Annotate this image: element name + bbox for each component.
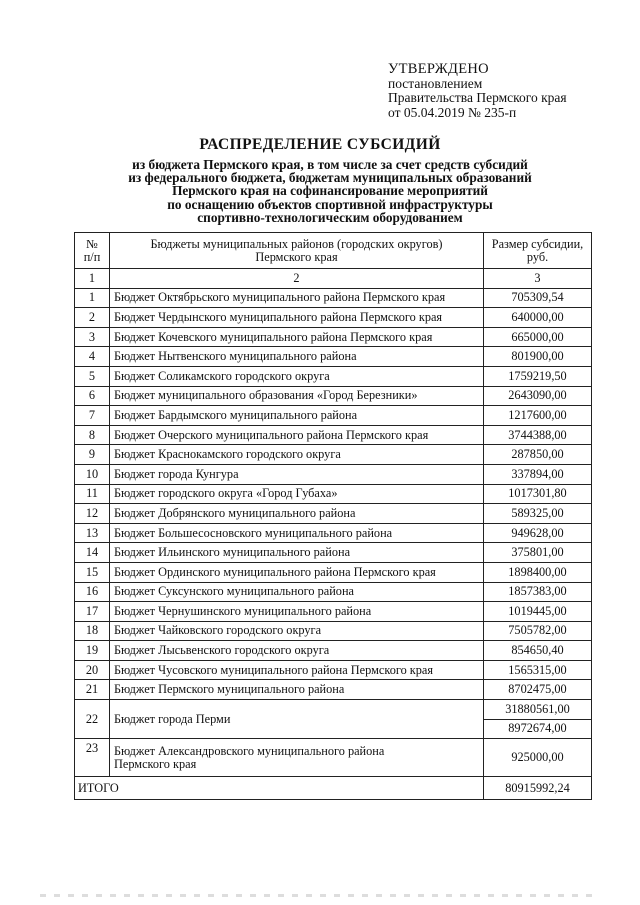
- row-number: 11: [75, 484, 110, 504]
- total-amount: 80915992,24: [484, 777, 592, 800]
- row-budget-name: Бюджет Чердынского муниципального района Пермского края: [110, 308, 484, 328]
- header-text: №: [86, 236, 98, 251]
- row-number: 20: [75, 660, 110, 680]
- row-amount: 1857383,00: [484, 582, 592, 602]
- row-number: 2: [75, 308, 110, 328]
- table-row: [75, 562, 592, 582]
- total-row: [75, 777, 592, 800]
- row-number: 7: [75, 406, 110, 426]
- document-title: РАСПРЕДЕЛЕНИЕ СУБСИДИЙ: [199, 136, 441, 153]
- row-number: 21: [75, 680, 110, 700]
- header-text: п/п: [83, 249, 101, 264]
- subtitle-line: спортивно-технологическим оборудованием: [197, 209, 463, 225]
- table-row: [75, 464, 592, 484]
- header-text: руб.: [526, 249, 549, 264]
- approval-line: постановлением: [388, 75, 483, 91]
- row-number: 16: [75, 582, 110, 602]
- row-amount: 1217600,00: [484, 406, 592, 426]
- row-number: 18: [75, 621, 110, 641]
- row-amount: 337894,00: [484, 464, 592, 484]
- row-number: 12: [75, 504, 110, 524]
- row-budget-name: Бюджет Нытвенского муниципального района: [110, 347, 484, 367]
- row-amount: 7505782,00: [484, 621, 592, 641]
- budget-name-line: Пермского края: [114, 756, 197, 771]
- row-budget-name: Бюджет города Кунгура: [110, 464, 484, 484]
- table-row: [75, 523, 592, 543]
- subtitle-line: по оснащению объектов спортивной инфраструктуры: [167, 196, 493, 212]
- row-amount: 1019445,00: [484, 602, 592, 622]
- row-budget-name: Бюджет Бардымского муниципального района: [110, 406, 484, 426]
- row-budget-name: Бюджет Большесосновского муниципального района: [110, 523, 484, 543]
- header-text: Размер субсидии,: [491, 236, 584, 251]
- table-row: [75, 425, 592, 445]
- row-number: 17: [75, 602, 110, 622]
- row-number: 22: [75, 700, 110, 739]
- subsidy-table: [74, 232, 592, 800]
- header-number: [75, 233, 110, 269]
- row-number: 3: [75, 327, 110, 347]
- row-amount: 2643090,00: [484, 386, 592, 406]
- scan-artifact: [40, 894, 600, 897]
- row-budget-name: Бюджет Чернушинского муниципального района: [110, 602, 484, 622]
- row-amount: 3744388,00: [484, 425, 592, 445]
- table-row: [75, 484, 592, 504]
- table-row: [75, 582, 592, 602]
- row-budget-name: [110, 739, 484, 777]
- budget-name-line: Бюджет Александровского муниципального района: [114, 743, 385, 758]
- table-row: [75, 504, 592, 524]
- row-number: 10: [75, 464, 110, 484]
- row-budget-name: Бюджет муниципального образования «Город Березники»: [110, 386, 484, 406]
- row-budget-name: Бюджет Чусовского муниципального района Пермского края: [110, 660, 484, 680]
- row-amount: 949628,00: [484, 523, 592, 543]
- table-row: [75, 347, 592, 367]
- subtitle-line: из бюджета Пермского края, в том числе за счет средств субсидий: [132, 157, 528, 172]
- table-row: [75, 288, 592, 308]
- column-number: 3: [484, 269, 592, 289]
- row-number: 14: [75, 543, 110, 563]
- row-number: 15: [75, 562, 110, 582]
- row-budget-name: Бюджет Добрянского муниципального района: [110, 504, 484, 524]
- table-row: [75, 543, 592, 563]
- subtitle-line: Пермского края на софинансирование мероприятий: [172, 183, 488, 199]
- table-row: [75, 739, 592, 777]
- table-row: [75, 327, 592, 347]
- row-amount: 1759219,50: [484, 366, 592, 386]
- document-subtitle: [60, 158, 600, 224]
- table-header-row: [75, 233, 592, 269]
- row-amount: 1898400,00: [484, 562, 592, 582]
- header-budget: [110, 233, 484, 269]
- row-amount: 589325,00: [484, 504, 592, 524]
- row-amount: 801900,00: [484, 347, 592, 367]
- header-amount: [484, 233, 592, 269]
- table-row: [75, 641, 592, 661]
- row-number: 6: [75, 386, 110, 406]
- row-amount: 665000,00: [484, 327, 592, 347]
- row-amount: 854650,40: [484, 641, 592, 661]
- table-row: [75, 660, 592, 680]
- row-number: 23: [75, 739, 110, 777]
- row-number: 5: [75, 366, 110, 386]
- row-amount: 1565315,00: [484, 660, 592, 680]
- row-amount: 287850,00: [484, 445, 592, 465]
- row-number: 13: [75, 523, 110, 543]
- subtitle-line: из федерального бюджета, бюджетам муниципальных образований: [128, 170, 532, 186]
- row-budget-name: Бюджет Суксунского муниципального района: [110, 582, 484, 602]
- row-budget-name: Бюджет Ординского муниципального района Пермского края: [110, 562, 484, 582]
- row-budget-name: Бюджет Соликамского городского округа: [110, 366, 484, 386]
- table-row: [75, 406, 592, 426]
- column-number-row: [75, 269, 592, 289]
- approval-line: Правительства Пермского края: [388, 90, 567, 105]
- row-amount: 705309,54: [484, 288, 592, 308]
- row-budget-name: Бюджет Краснокамского городского округа: [110, 445, 484, 465]
- approval-stamp: [388, 62, 567, 120]
- row-number: 1: [75, 288, 110, 308]
- row-amount: 1017301,80: [484, 484, 592, 504]
- row-amount: 31880561,00: [484, 700, 592, 720]
- row-number: 9: [75, 445, 110, 465]
- row-amount: 640000,00: [484, 308, 592, 328]
- column-number: 2: [110, 269, 484, 289]
- table-row: [75, 445, 592, 465]
- row-budget-name: Бюджет Октябрьского муниципального района Пермского края: [110, 288, 484, 308]
- row-budget-name: Бюджет Ильинского муниципального района: [110, 543, 484, 563]
- column-number: 1: [75, 269, 110, 289]
- table-row: [75, 602, 592, 622]
- table-row: [75, 680, 592, 700]
- row-amount: 925000,00: [484, 739, 592, 777]
- approval-heading: УТВЕРЖДЕНО: [388, 61, 489, 77]
- table-row: [75, 621, 592, 641]
- header-text: Бюджеты муниципальных районов (городских округов): [150, 236, 443, 251]
- row-budget-name: Бюджет города Перми: [110, 700, 484, 739]
- row-budget-name: Бюджет Лысьвенского городского округа: [110, 641, 484, 661]
- row-amount: 8972674,00: [484, 719, 592, 739]
- table-row: [75, 366, 592, 386]
- table-row: [75, 308, 592, 328]
- row-amount: 375801,00: [484, 543, 592, 563]
- table-row: [75, 386, 592, 406]
- row-budget-name: Бюджет Пермского муниципального района: [110, 680, 484, 700]
- total-label: ИТОГО: [75, 777, 484, 800]
- table-row: [75, 700, 592, 720]
- approval-date: от 05.04.2019 № 235-п: [388, 104, 517, 120]
- row-number: 8: [75, 425, 110, 445]
- row-number: 19: [75, 641, 110, 661]
- row-budget-name: Бюджет Чайковского городского округа: [110, 621, 484, 641]
- header-text: Пермского края: [255, 249, 338, 264]
- row-budget-name: Бюджет Кочевского муниципального района Пермского края: [110, 327, 484, 347]
- row-amount: 8702475,00: [484, 680, 592, 700]
- row-number: 4: [75, 347, 110, 367]
- row-budget-name: Бюджет городского округа «Город Губаха»: [110, 484, 484, 504]
- row-budget-name: Бюджет Очерского муниципального района Пермского края: [110, 425, 484, 445]
